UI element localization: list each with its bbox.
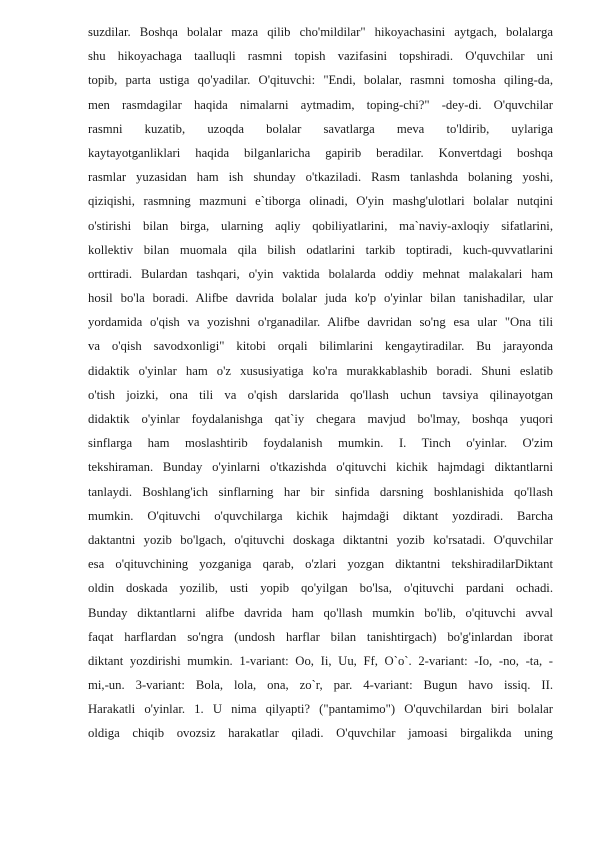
text-line: va o'qish savodxonligi" kitobi orqali bilimlarini kengaytiradilar. Bu jarayonda: [88, 339, 553, 354]
text-line: kollektiv bilan muomala qila bilish odatlarini tarkib toptiradi, kuch-quvvatlarini: [88, 242, 553, 257]
text-line: esa o'qituvchining yozganiga qarab, o'zlari yozgan diktantni tekshiradilarDiktant: [88, 557, 553, 572]
text-line: didaktik o'yinlar foydalanishga qat`iy chegara mavjud bo'lmay, boshqa yuqori: [88, 412, 553, 426]
text-line: rasmlar yuzasidan ham ish shunday o'tkaziladi. Rasm tanlashda bolaning yoshi,: [88, 170, 553, 185]
text-line: yordamida o'qish va yozishni o'rganadilar. Alifbe davridan so'ng esa ular "Ona tili: [88, 315, 553, 330]
text-line: shu hikoyachaga taalluqli rasmni topish vazifasini topshiradi. O'quvchilar uni: [88, 49, 553, 64]
text-line: oldin doskada yozilib, usti yopib qo'yilgan bo'lsa, o'qituvchi pardani ochadi.: [88, 581, 553, 596]
text-line: daktantni yozib bo'lgach, o'qituvchi doskaga diktantni yozib ko'rsatadi. O'quvchilar: [88, 532, 553, 547]
text-line: mi,-un. 3-variant: Bola, lola, ona, zo`r, par. 4-variant: Bugun havo issiq. II.: [88, 678, 553, 693]
text-line: suzdilar. Boshqa bolalar maza qilib cho'mildilar" hikoyachasini aytgach, bolalarga: [88, 25, 553, 39]
text-line: men rasmdagilar haqida nimalarni aytmadim, toping-chi?" -dey-di. O'quvchilar: [88, 97, 553, 112]
text-line: tanlaydi. Boshlang'ich sinflarning har bir sinfida darsning boshlanishida qo'llash: [88, 484, 553, 499]
text-line: sinflarga ham moslashtirib foydalanish mumkin. I. Tinch o'yinlar. O'zim: [88, 436, 553, 451]
body-text: [88, 20, 553, 746]
text-line: Harakatli o'yinlar. 1. U nima qilyapti? ("pantamimo") O'quvchilardan biri bolalar: [88, 702, 553, 717]
text-line: diktant yozdirishi mumkin. 1-variant: Oo, Ii, Uu, Ff, O`o`. 2-variant: -Io, -no, -ta, -: [88, 653, 553, 668]
text-line: oldiga chiqib ovozsiz harakatlar qiladi. O'quvchilar jamoasi birgalikda uning: [88, 726, 553, 741]
text-line: orttiradi. Bulardan tashqari, o'yin vaktida bolalarda oddiy mehnat malakalari ham: [88, 266, 553, 281]
text-line: Bunday diktantlarni alifbe davrida ham qo'llash mumkin bo'lib, o'qituvchi avval: [88, 605, 553, 620]
text-line: mumkin. O'qituvchi o'quvchilarga kichik hajmdaği diktant yozdiradi. Barcha: [88, 508, 553, 523]
text-line: kaytayotganliklari haqida bilganlaricha gapirib beradilar. Konvertdagi boshqa: [88, 145, 553, 160]
text-line: o'tish joizki, ona tili va o'qish darslarida qo'llash uchun tavsiya qilinayotgan: [88, 387, 553, 402]
text-line: didaktik o'yinlar ham o'z xususiyatiga ko'ra murakkablashib boradi. Shuni eslatib: [88, 363, 553, 378]
text-line: hosil bo'la boradi. Alifbe davrida bolalar juda ko'p o'yinlar bilan tanishadilar, ular: [88, 291, 553, 306]
text-line: o'stirishi bilan birga, ularning aqliy qobiliyatlarini, ma`naviy-axloqiy sifatlarini,: [88, 218, 553, 233]
text-line: topib, parta ustiga qo'yadilar. O'qituvchi: "Endi, bolalar, rasmni tomosha qiling-da,: [88, 73, 553, 88]
text-line: faqat harflardan so'ngra (undosh harflar bilan tanishtirgach) bo'g'inlardan iborat: [88, 629, 553, 644]
text-line: tekshiraman. Bunday o'yinlarni o'tkazishda o'qituvchi kichik hajmdagi diktantlarni: [88, 460, 553, 475]
text-line: qiziqishi, rasmning mazmuni e`tiborga olinadi, O'yin mashg'ulotlari bolalar nutqini: [88, 194, 553, 209]
text-line: rasmni kuzatib, uzoqda bolalar savatlarga meva to'ldirib, uylariga: [88, 121, 553, 136]
